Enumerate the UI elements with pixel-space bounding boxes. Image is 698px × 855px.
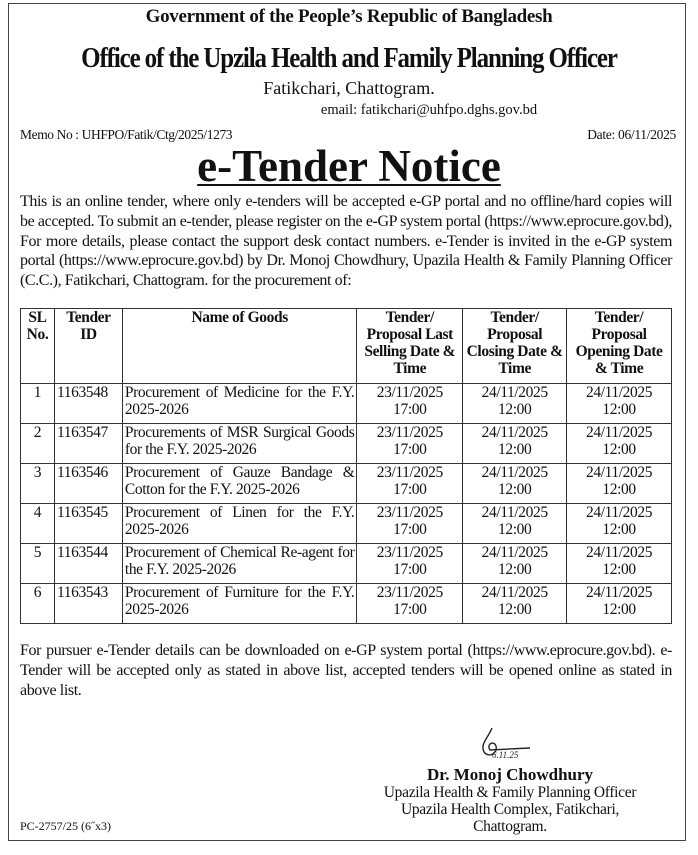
signatory-address-line1: Upazila Health Complex, Fatikchari,	[400, 801, 620, 818]
cell-opening: 24/11/2025 12:00	[567, 504, 672, 544]
office-location: Fatikchari, Chattogram.	[263, 78, 435, 98]
cell-sl: 5	[21, 544, 55, 584]
title-text: e-Tender Notice	[197, 141, 501, 191]
cell-sl: 2	[21, 424, 55, 464]
svg-text:6.11.25: 6.11.25	[492, 750, 519, 760]
cell-sl: 4	[21, 504, 55, 544]
cell-selling: 23/11/2025 17:00	[357, 384, 463, 424]
notice-date: Date: 06/11/2025	[587, 127, 676, 142]
cell-id: 1163548	[54, 384, 122, 424]
cell-sl: 1	[21, 384, 55, 424]
government-heading: Government of the People’s Republic of Bangladesh	[145, 6, 553, 27]
cell-sl: 3	[21, 464, 55, 504]
header-name-of-goods: Name of Goods	[122, 309, 356, 384]
cell-closing: 24/11/2025 12:00	[463, 504, 567, 544]
table-row	[21, 544, 672, 584]
cell-opening: 24/11/2025 12:00	[567, 544, 672, 584]
cell-selling: 23/11/2025 17:00	[357, 424, 463, 464]
table-row	[21, 424, 672, 464]
office-heading: Office of the Upzila Health and Family Planning Officer	[81, 42, 617, 74]
cell-name: Procurement of Furniture for the F.Y. 2025-2026	[122, 584, 356, 624]
cell-opening: 24/11/2025 12:00	[567, 384, 672, 424]
cell-name: Procurement of Medicine for the F.Y. 2025-2026	[122, 384, 356, 424]
cell-closing: 24/11/2025 12:00	[463, 424, 567, 464]
cell-closing: 24/11/2025 12:00	[463, 464, 567, 504]
cell-opening: 24/11/2025 12:00	[567, 464, 672, 504]
table-row	[21, 584, 672, 624]
cell-name: Procurement of Gauze Bandage & Cotton for the F.Y. 2025-2026	[122, 464, 356, 504]
header-tender-id: Tender ID	[54, 309, 122, 384]
page-title	[0, 140, 698, 192]
table-header-row	[21, 309, 672, 384]
cell-name: Procurement of Chemical Re-agent for the F.Y. 2025-2026	[122, 544, 356, 584]
cell-id: 1163544	[54, 544, 122, 584]
office-email: email: fatikchari@uhfpo.dghs.gov.bd	[320, 102, 538, 118]
header-opening: Tender/ Proposal Opening Date & Time	[567, 309, 672, 384]
cell-selling: 23/11/2025 17:00	[357, 544, 463, 584]
signatory-name: Dr. Monoj Chowdhury	[426, 765, 594, 784]
cell-id: 1163547	[54, 424, 122, 464]
signatory-designation: Upazila Health & Family Planning Officer	[383, 784, 637, 801]
cell-id: 1163543	[54, 584, 122, 624]
pc-code: PC-2757/25 (6˝x3)	[20, 819, 111, 833]
cell-closing: 24/11/2025 12:00	[463, 544, 567, 584]
table-row	[21, 384, 672, 424]
signatory-details	[340, 784, 680, 835]
cell-opening: 24/11/2025 12:00	[567, 584, 672, 624]
signatory-address-line2: Chattogram.	[473, 818, 547, 835]
footer-paragraph: For pursuer e-Tender details can be downloaded on e-GP system portal (https://www.eprocure.gov.bd). e-Tender will be accepted only as stated in above list, accepted tenders will be opened online as stated in above list.	[20, 642, 672, 699]
cell-opening: 24/11/2025 12:00	[567, 424, 672, 464]
cell-name: Procurement of Linen for the F.Y. 2025-2026	[122, 504, 356, 544]
cell-id: 1163546	[54, 464, 122, 504]
cell-selling: 23/11/2025 17:00	[357, 584, 463, 624]
header-closing: Tender/ Proposal Closing Date & Time	[463, 309, 567, 384]
intro-paragraph: This is an online tender, where only e-tenders will be accepted e-GP portal and no offline/hard copies will be accepted. To submit an e-tender, please register on the e-GP system portal (https://www.eprocure.gov.bd), For more details, please contact the support desk contact numbers. e-Tender is invited in the e-GP system portal (https://www.eprocure.gov.bd) by Dr. Monoj Chowdhury, Upazila Health & Family Planning Officer (C.C.), Fatikchari, Chattogram. for the procurement of:	[20, 193, 672, 290]
cell-closing: 24/11/2025 12:00	[463, 384, 567, 424]
cell-name: Procurements of MSR Surgical Goods for the F.Y. 2025-2026	[122, 424, 356, 464]
cell-selling: 23/11/2025 17:00	[357, 504, 463, 544]
cell-sl: 6	[21, 584, 55, 624]
cell-id: 1163545	[54, 504, 122, 544]
memo-number: Memo No : UHFPO/Fatik/Ctg/2025/1273	[20, 127, 233, 142]
header-last-selling: Tender/ Proposal Last Selling Date & Time	[357, 309, 463, 384]
tender-table	[20, 308, 672, 624]
cell-closing: 24/11/2025 12:00	[463, 584, 567, 624]
table-row	[21, 464, 672, 504]
table-row	[21, 504, 672, 544]
header-sl: SL No.	[21, 309, 55, 384]
cell-selling: 23/11/2025 17:00	[357, 464, 463, 504]
handwritten-signature	[470, 726, 580, 760]
